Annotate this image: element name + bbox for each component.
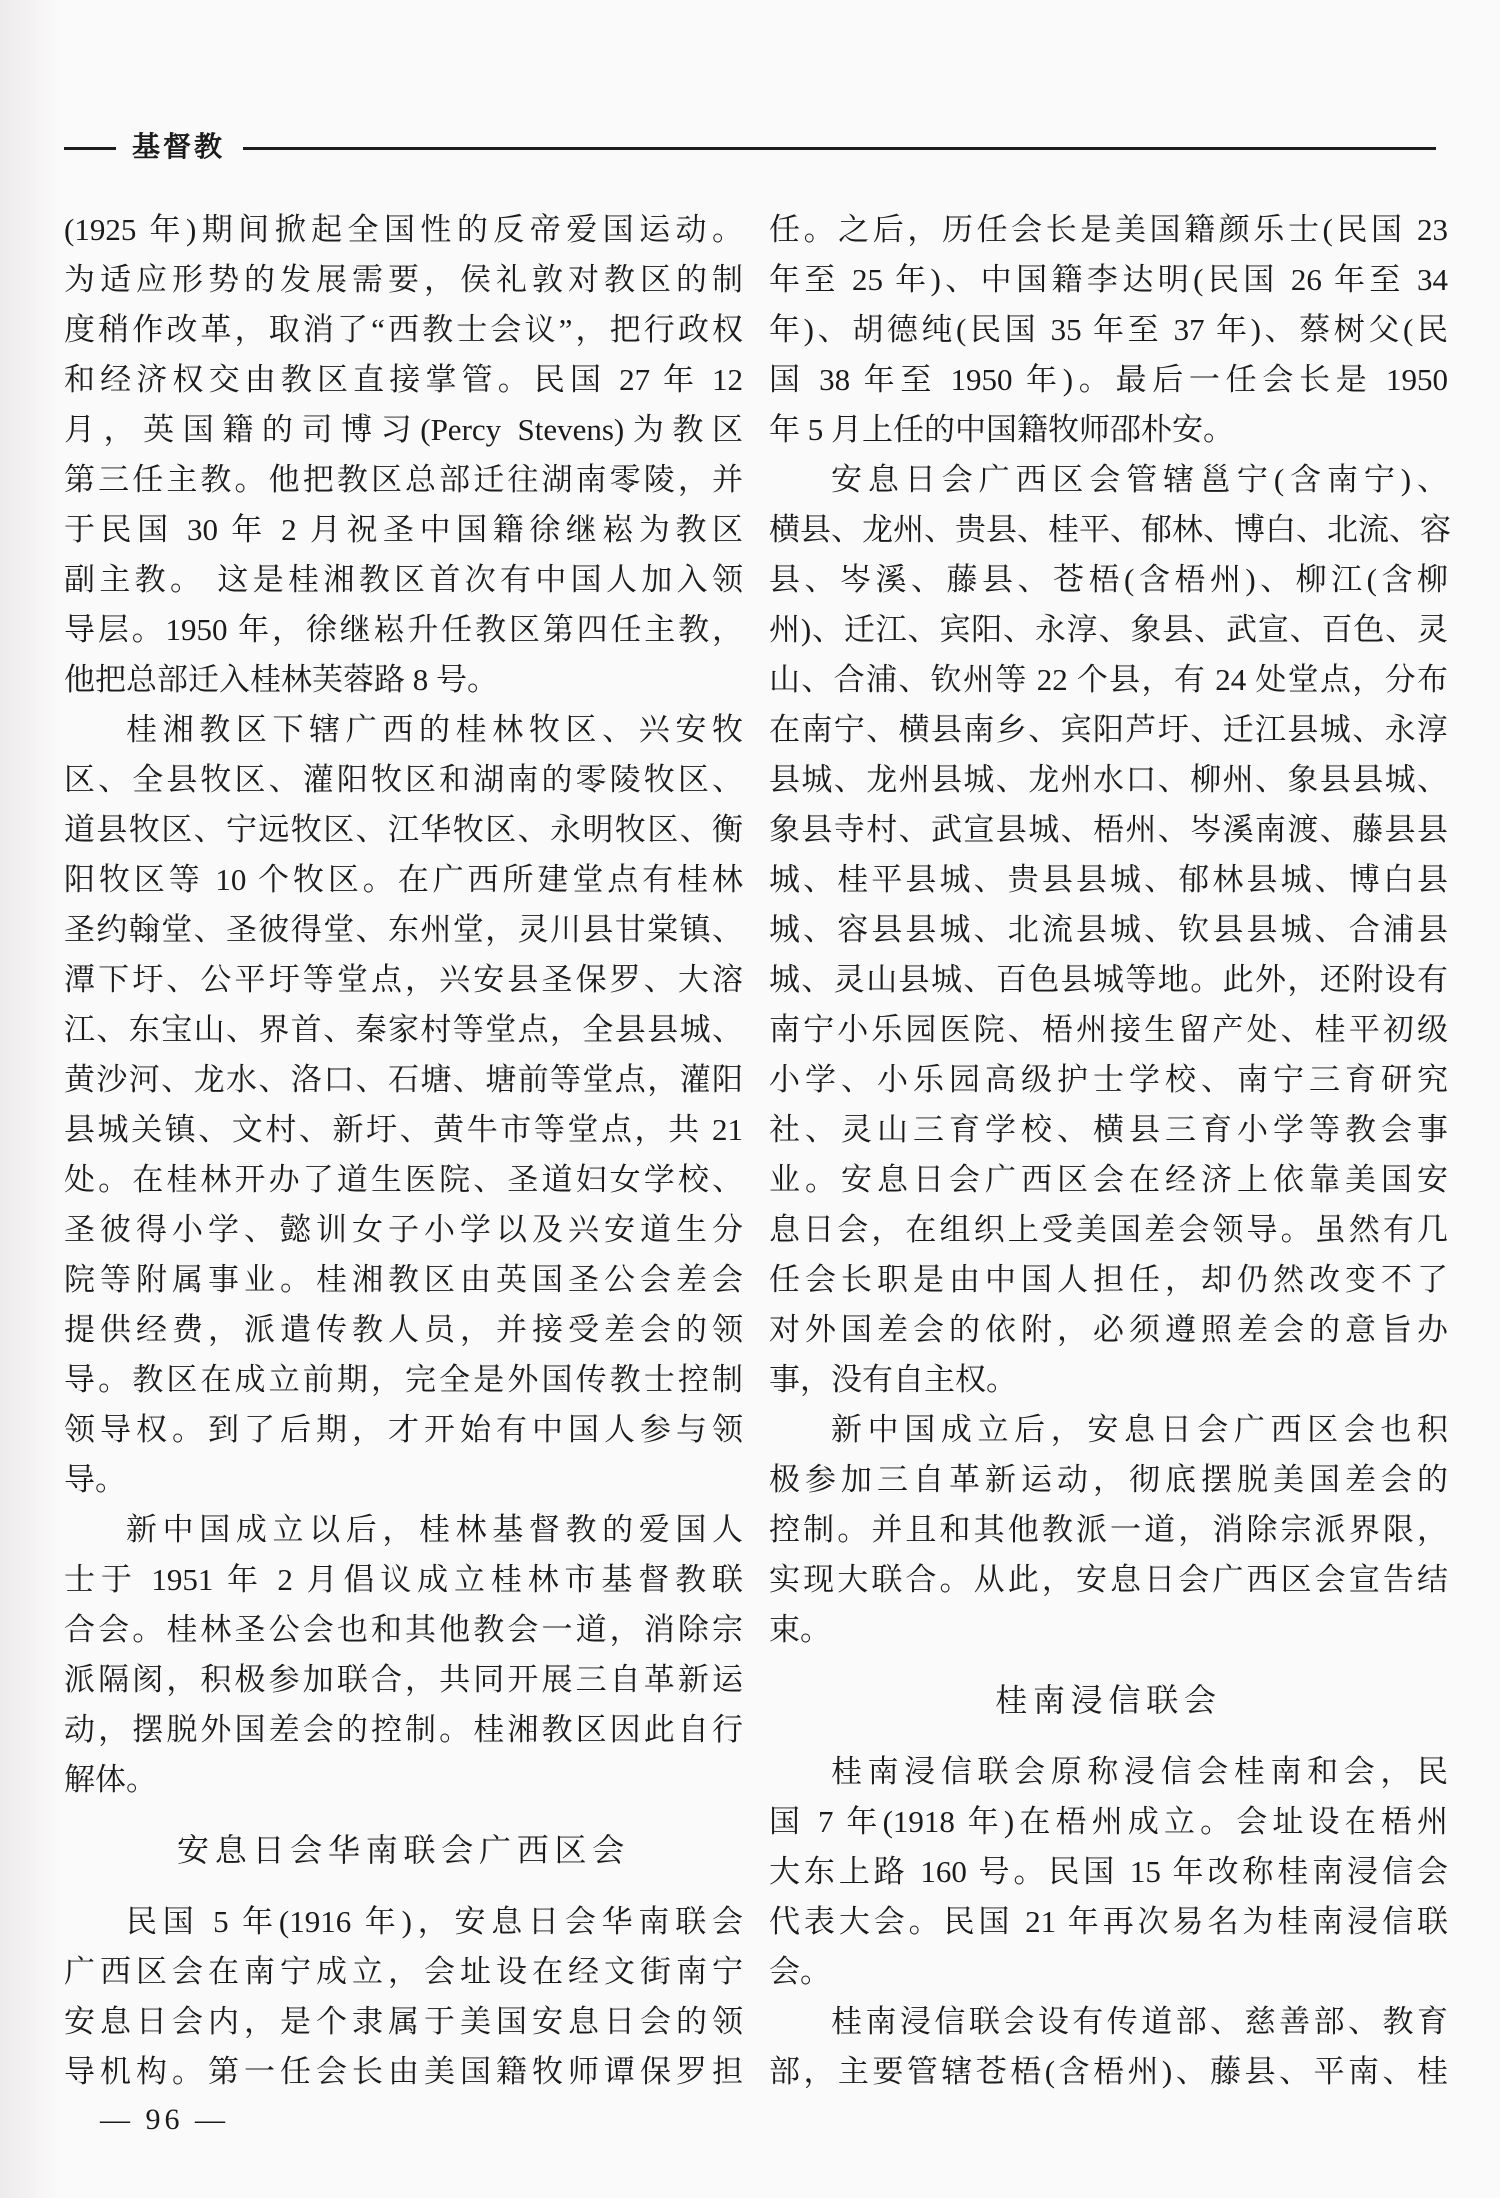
- text-line: 在南宁、横县南乡、宾阳芦圩、迁江县城、永淳: [769, 712, 1448, 747]
- left-column: [64, 205, 743, 2097]
- text-line: 控制。并且和其他教派一道，消除宗派界限，: [769, 1512, 1448, 1547]
- text-line: 年 5 月上任的中国籍牧师邵朴安。: [769, 412, 1234, 447]
- text-line: 对外国差会的依附，必须遵照差会的意旨办: [769, 1312, 1448, 1347]
- text-line: 民国 5 年(1916 年)，安息日会华南联会: [126, 1904, 743, 1939]
- page-footer: [100, 2100, 229, 2140]
- text-line: 士于 1951 年 2 月倡议成立桂林市基督教联: [64, 1562, 743, 1597]
- text-line: 桂南浸信联会设有传道部、慈善部、教育: [831, 2004, 1448, 2039]
- text-line: 城、桂平县城、贵县县城、郁林县城、博白县: [769, 862, 1448, 897]
- text-line: 实现大联合。从此，安息日会广西区会宣告结: [769, 1562, 1448, 1597]
- text-line: 新中国成立以后，桂林基督教的爱国人: [126, 1512, 743, 1547]
- text-line: 任。之后，历任会长是美国籍颜乐士(民国 23: [769, 212, 1448, 247]
- text-line: 小学、小乐园高级护士学校、南宁三育研究: [769, 1062, 1448, 1097]
- text-line: 南宁小乐园医院、梧州接生留产处、桂平初级: [769, 1012, 1448, 1047]
- text-line: 州)、迁江、宾阳、永淳、象县、武宣、百色、灵: [769, 612, 1448, 647]
- text-line: 山、合浦、钦州等 22 个县，有 24 处堂点，分布: [769, 662, 1448, 697]
- text-line: 国 38 年至 1950 年)。最后一任会长是 1950: [769, 362, 1448, 397]
- text-line: 第三任主教。他把教区总部迁往湖南零陵，并: [64, 462, 743, 497]
- text-line: 社、灵山三育学校、横县三育小学等教会事: [769, 1112, 1448, 1147]
- page-number: — 96 —: [100, 2103, 229, 2136]
- text-line: 横县、龙州、贵县、桂平、郁林、博白、北流、容: [769, 512, 1451, 547]
- text-line: 区、全县牧区、灌阳牧区和湖南的零陵牧区、: [64, 762, 743, 797]
- text-line: 城、灵山县城、百色县城等地。此外，还附设有: [769, 962, 1448, 997]
- text-line: 和经济权交由教区直接掌管。民国 27 年 12: [64, 362, 743, 397]
- text-line: 黄沙河、龙水、洛口、石塘、塘前等堂点，灌阳: [64, 1062, 743, 1097]
- text-line: 新中国成立后，安息日会广西区会也积: [831, 1412, 1448, 1447]
- text-line: 派隔阂，积极参加联合，共同开展三自革新运: [64, 1662, 743, 1697]
- text-line: 会。: [769, 1954, 831, 1989]
- text-line: 安息日会内，是个隶属于美国安息日会的领: [64, 2004, 743, 2039]
- text-line: 任会长职是由中国人担任，却仍然改变不了: [769, 1262, 1448, 1297]
- text-line: 导机构。第一任会长由美国籍牧师谭保罗担: [64, 2054, 743, 2089]
- text-line: 度稍作改革，取消了“西教士会议”，把行政权: [64, 312, 743, 347]
- text-line: 广西区会在南宁成立，会址设在经文街南宁: [64, 1954, 743, 1989]
- scan-edge-shadow: [0, 0, 58, 2198]
- text-line: 象县寺村、武宣县城、梧州、岑溪南渡、藤县县: [769, 812, 1448, 847]
- text-line: 圣彼得小学、懿训女子小学以及兴安道生分: [64, 1212, 743, 1247]
- text-line: 解体。: [64, 1762, 157, 1797]
- text-line: 息日会，在组织上受美国差会领导。虽然有几: [769, 1212, 1448, 1247]
- text-line: 导。: [64, 1462, 126, 1497]
- text-line: 县、岑溪、藤县、苍梧(含梧州)、柳江(含柳: [769, 562, 1448, 597]
- page-header: [64, 128, 1436, 168]
- text-line: 城、容县县城、北流县城、钦县县城、合浦县: [769, 912, 1448, 947]
- text-line: 县城关镇、文村、新圩、黄牛市等堂点，共 21: [64, 1112, 743, 1147]
- text-line: 导。教区在成立前期，完全是外国传教士控制: [64, 1362, 743, 1397]
- header-left-rule: [64, 147, 116, 150]
- text-line: 领导权。到了后期，才开始有中国人参与领: [64, 1412, 743, 1447]
- section-heading: 安息日会华南联会广西区会: [176, 1832, 631, 1868]
- text-line: 安息日会广西区会管辖邕宁(含南宁)、: [831, 462, 1448, 497]
- text-line: 国 7 年(1918 年)在梧州成立。会址设在梧州: [769, 1804, 1448, 1839]
- text-line: 提供经费，派遣传教人员，并接受差会的领: [64, 1312, 743, 1347]
- text-line: 道县牧区、宁远牧区、江华牧区、永明牧区、衡: [64, 812, 743, 847]
- text-line: 阳牧区等 10 个牧区。在广西所建堂点有桂林: [64, 862, 743, 897]
- text-line: 他把总部迁入桂林芙蓉路 8 号。: [64, 662, 498, 697]
- text-line: 年)、胡德纯(民国 35 年至 37 年)、蔡树父(民: [769, 312, 1448, 347]
- text-line: (1925 年)期间掀起全国性的反帝爱国运动。: [64, 212, 743, 247]
- running-head-label: 基督教: [132, 132, 226, 163]
- text-line: 于民国 30 年 2 月祝圣中国籍徐继崧为教区: [64, 512, 743, 547]
- text-line: 院等附属事业。桂湘教区由英国圣公会差会: [64, 1262, 743, 1297]
- text-line: 处。在桂林开办了道生医院、圣道妇女学校、: [64, 1162, 743, 1197]
- two-column-body: [64, 205, 1451, 2097]
- section-heading: 桂南浸信联会: [995, 1682, 1222, 1718]
- text-line: 业。安息日会广西区会在经济上依靠美国安: [769, 1162, 1448, 1197]
- text-line: 部，主要管辖苍梧(含梧州)、藤县、平南、桂: [769, 2054, 1448, 2089]
- text-line: 为适应形势的发展需要，侯礼敦对教区的制: [64, 262, 743, 297]
- text-line: 桂南浸信联会原称浸信会桂南和会，民: [831, 1754, 1448, 1789]
- text-line: 极参加三自革新运动，彻底摆脱美国差会的: [769, 1462, 1448, 1497]
- text-line: 桂湘教区下辖广西的桂林牧区、兴安牧: [126, 712, 743, 747]
- right-column: [769, 205, 1451, 2097]
- text-line: 县城、龙州县城、龙州水口、柳州、象县县城、: [769, 762, 1448, 797]
- text-line: 事，没有自主权。: [769, 1362, 1017, 1397]
- text-line: 圣约翰堂、圣彼得堂、东州堂，灵川县甘棠镇、: [64, 912, 743, 947]
- text-line: 副主教。 这是桂湘教区首次有中国人加入领: [64, 562, 743, 597]
- header-right-rule: [243, 147, 1436, 150]
- text-line: 合会。桂林圣公会也和其他教会一道，消除宗: [64, 1612, 743, 1647]
- text-line: 代表大会。民国 21 年再次易名为桂南浸信联: [769, 1904, 1448, 1939]
- text-line: 年至 25 年)、中国籍李达明(民国 26 年至 34: [769, 262, 1448, 297]
- text-line: 月，英国籍的司博习(Percy Stevens)为教区: [64, 412, 743, 447]
- text-line: 动，摆脱外国差会的控制。桂湘教区因此自行: [64, 1712, 743, 1747]
- text-line: 束。: [769, 1612, 831, 1647]
- text-line: 导层。1950 年，徐继崧升任教区第四任主教，: [64, 612, 743, 647]
- text-line: 潭下圩、公平圩等堂点，兴安县圣保罗、大溶: [64, 962, 743, 997]
- text-line: 大东上路 160 号。民国 15 年改称桂南浸信会: [769, 1854, 1448, 1889]
- text-line: 江、东宝山、界首、秦家村等堂点，全县县城、: [64, 1012, 743, 1047]
